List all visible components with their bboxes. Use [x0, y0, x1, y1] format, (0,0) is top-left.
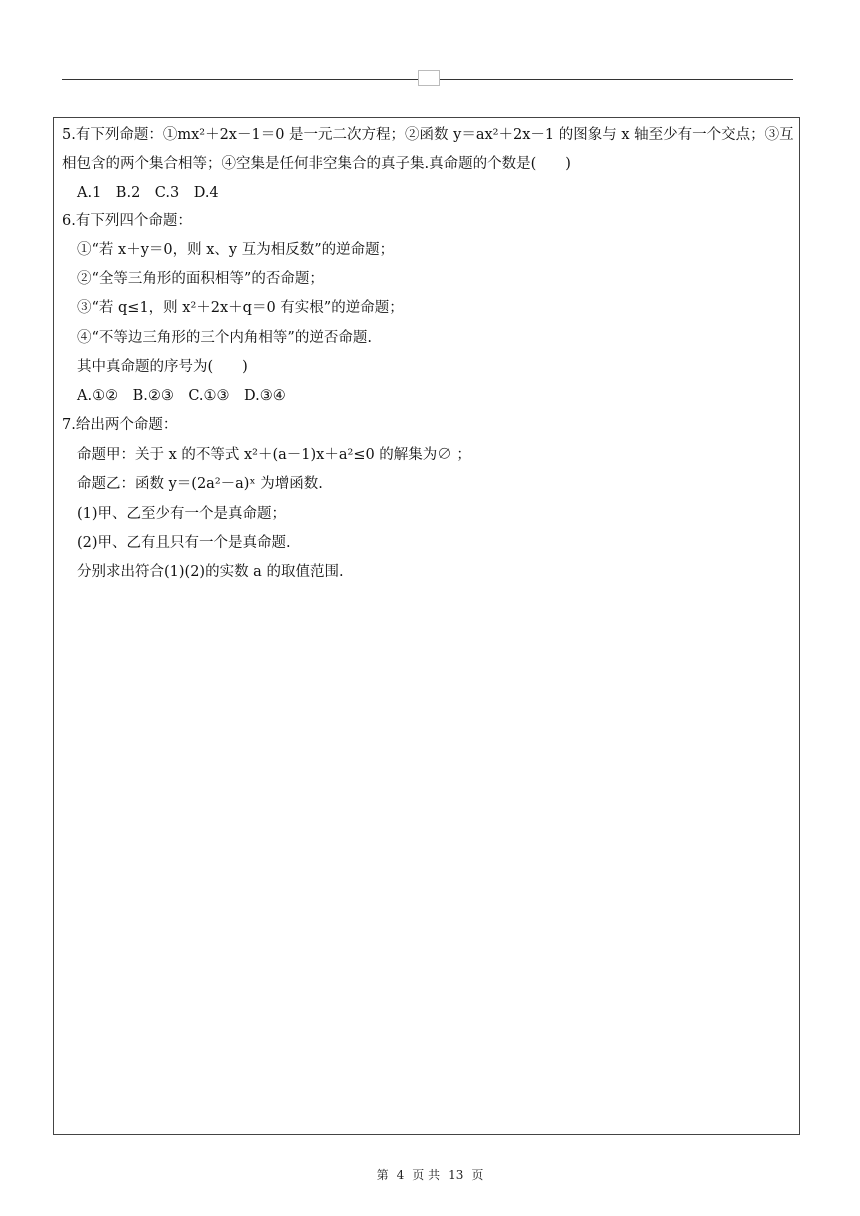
question-7-sub-2: (2)甲、乙有且只有一个是真命题. [77, 535, 291, 551]
question-6-options: A.①② B.②③ C.①③ D.③④ [77, 388, 286, 404]
question-6-ask: 其中真命题的序号为( ) [77, 359, 248, 375]
footer-current-page: 4 [396, 1168, 405, 1182]
question-6-proposition-2: ②“全等三角形的面积相等”的否命题； [77, 271, 324, 287]
question-6-stem: 6.有下列四个命题： [62, 213, 192, 229]
question-7-proposition-yi: 命题乙：函数 y＝(2a²－a)ˣ 为增函数. [77, 476, 323, 492]
question-7-proposition-jia: 命题甲：关于 x 的不等式 x²＋(a－1)x＋a²≤0 的解集为∅ ； [77, 447, 471, 463]
question-5-options: A.1 B.2 C.3 D.4 [77, 185, 219, 201]
footer-total-pages: 13 [448, 1168, 464, 1182]
question-6-proposition-3: ③“若 q≤1，则 x²＋2x＋q＝0 有实根”的逆命题； [77, 300, 404, 316]
question-5-line-1: 5.有下列命题：①mx²＋2x－1＝0 是一元二次方程；②函数 y＝ax²＋2x－1 的图象与 x 轴至少有一个交点；③互 [62, 127, 794, 143]
question-6-proposition-1: ①“若 x＋y＝0，则 x、y 互为相反数”的逆命题； [77, 242, 395, 258]
footer-suffix: 页 [471, 1168, 484, 1182]
question-5-line-2: 相包含的两个集合相等；④空集是任何非空集合的真子集.真命题的个数是( ) [62, 156, 571, 172]
question-7-sub-1: (1)甲、乙至少有一个是真命题； [77, 506, 287, 522]
question-7-stem: 7.给出两个命题： [62, 417, 178, 433]
footer-prefix: 第 [376, 1168, 389, 1182]
page-footer [0, 1166, 860, 1183]
question-7-ask: 分别求出符合(1)(2)的实数 a 的取值范围. [77, 564, 344, 580]
footer-middle: 页 共 [412, 1168, 441, 1182]
header-mark [418, 70, 440, 86]
question-6-proposition-4: ④“不等边三角形的三个内角相等”的逆否命题. [77, 330, 372, 346]
